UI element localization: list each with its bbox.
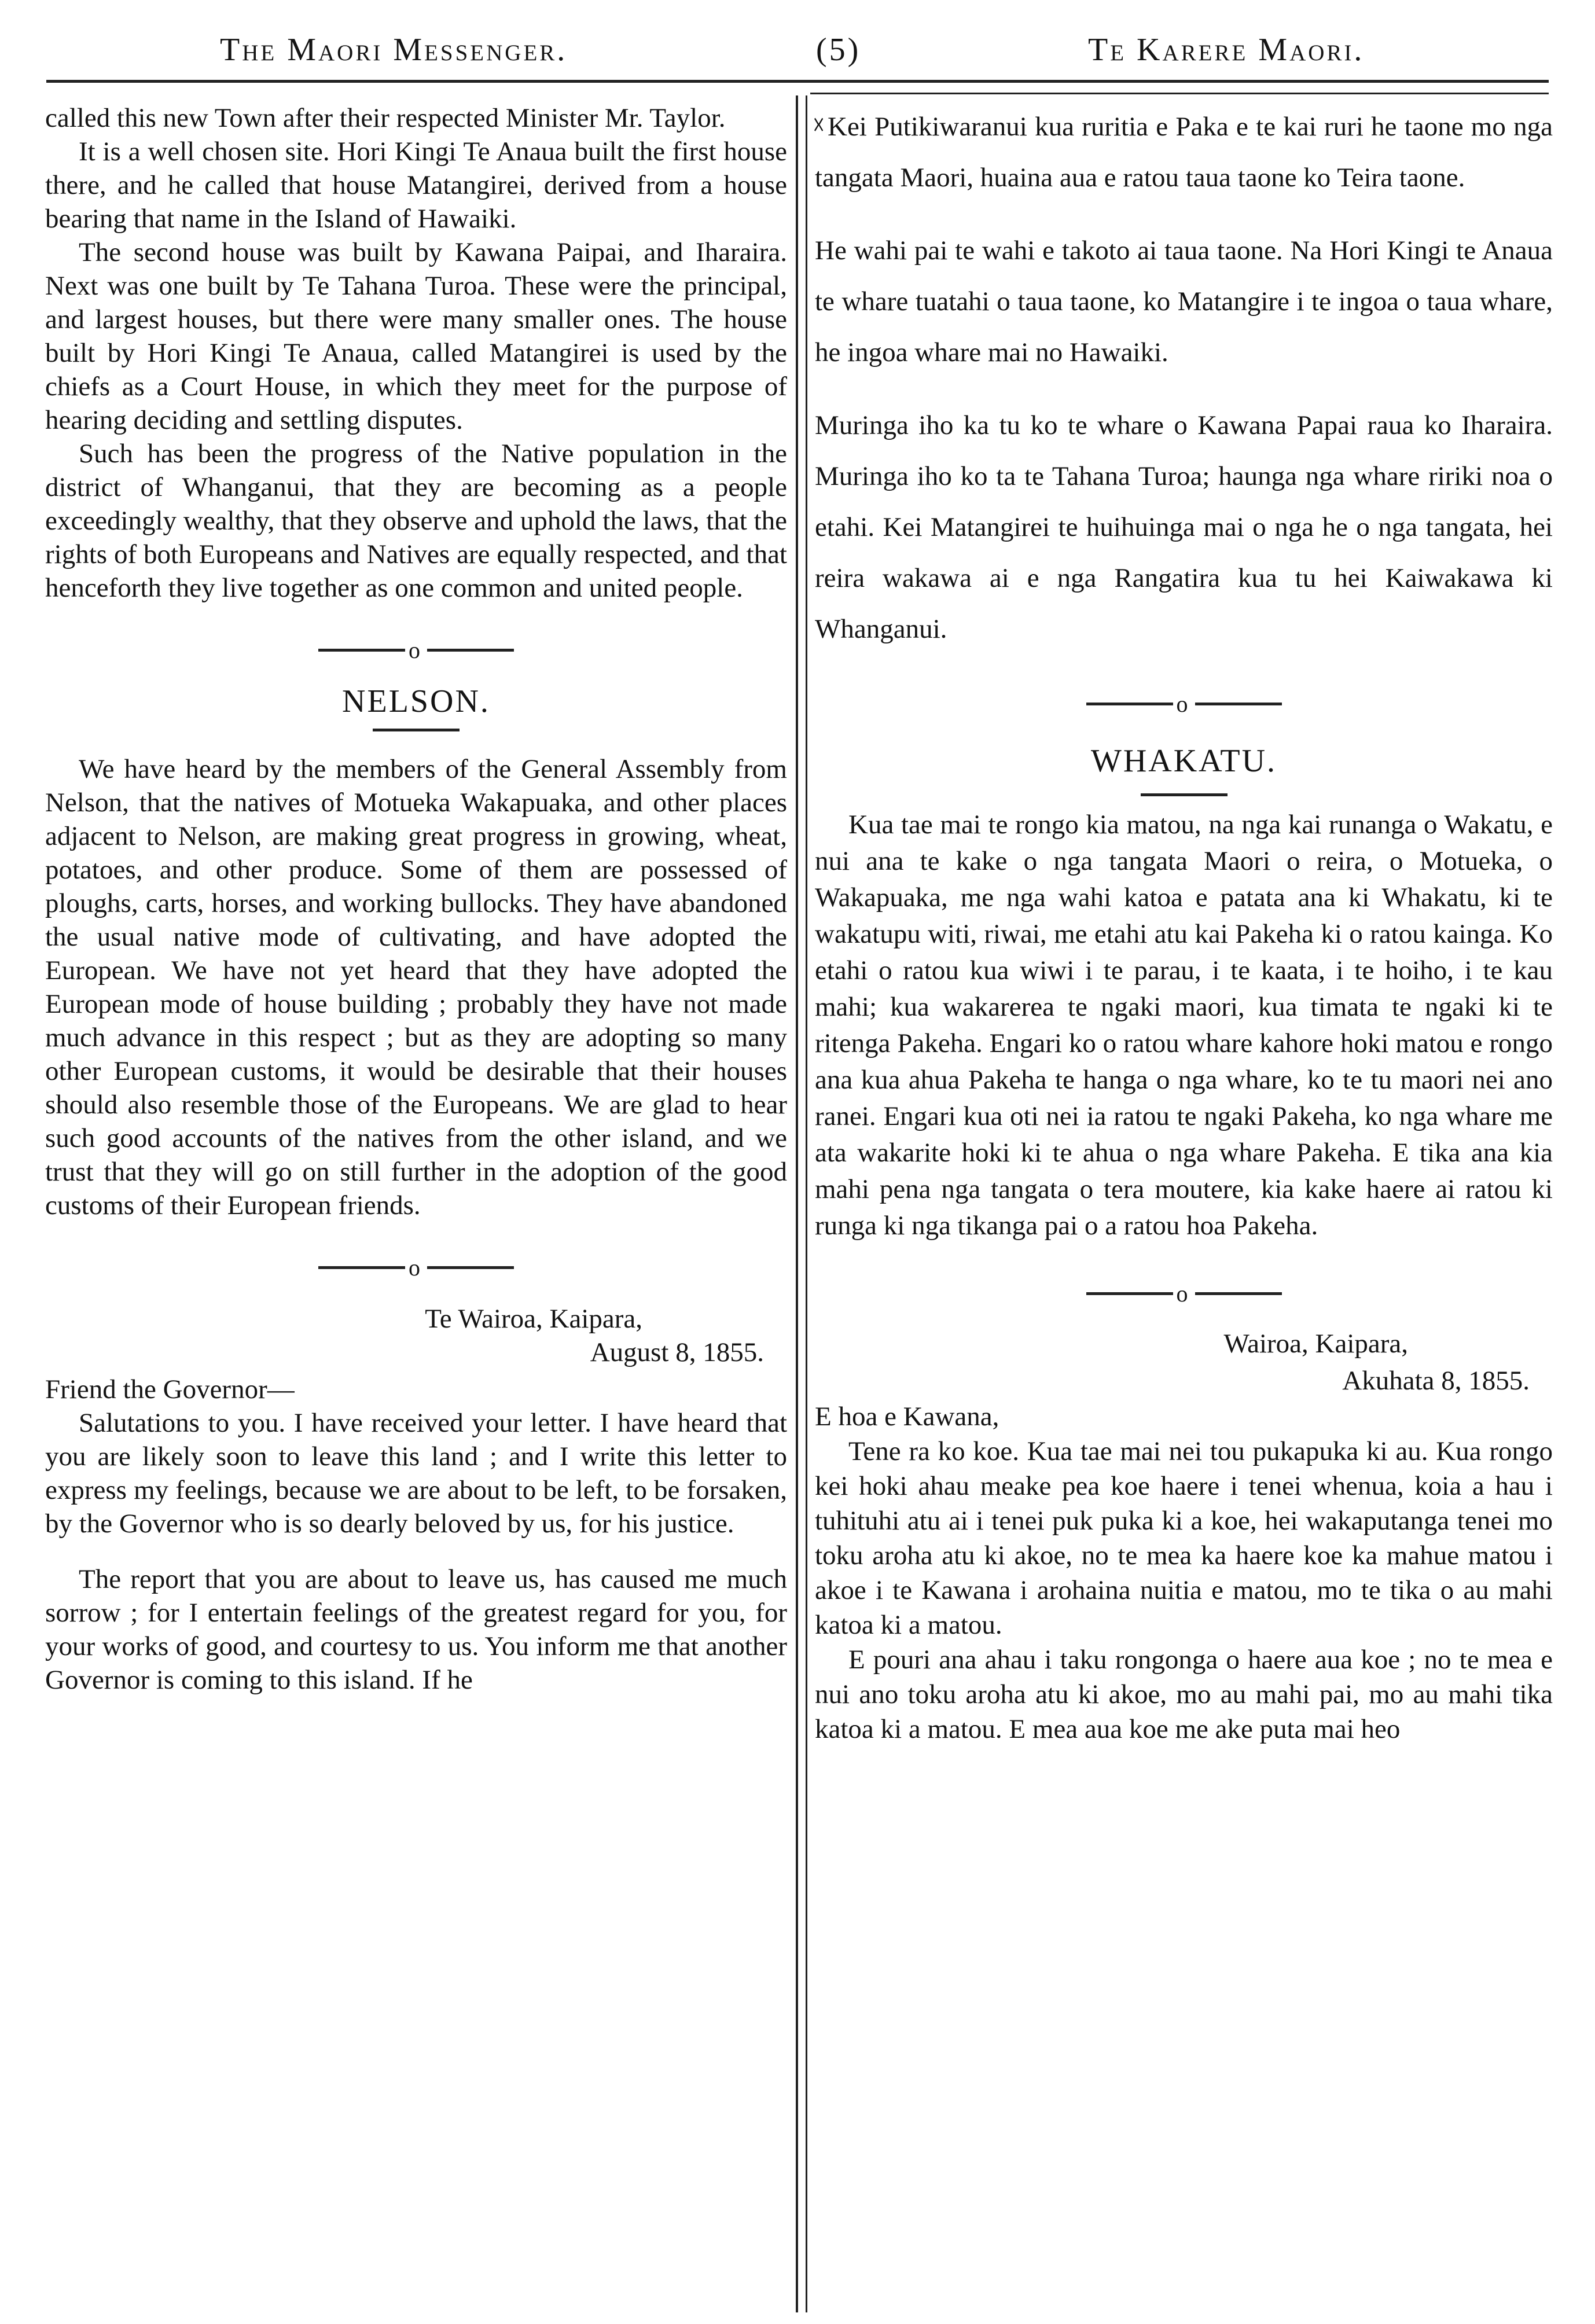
header-rule [46,80,1549,83]
section-separator: o [815,676,1553,730]
english-paragraph-nelson: We have heard by the members of the General Assembly from Nelson, that the natives of Motueka Wakapuaka, and other places adjacent to Nelson, are making great progress in growing, wheat, potatoes, and other produce. Some of them are possessed of ploughs, carts, horses, and working bullocks. They have abandoned the usual native mode of cultivating, and have adopted the European. We have not yet heard that they have adopted the European mode of house building ; probably they have not made much advance in this respect ; but as they are adopting so many other European customs, it would be desirable that their houses should also resemble those of the Europeans. We are glad to hear such good accounts of the natives from the other island, and we trust that they will go on still further in the adoption of the good customs of their European friends. [45,753,787,1220]
maori-paragraph-whakatu: Kua tae mai te rongo kia matou, na nga kai runanga o Wakatu, e nui ana te kake o nga tangata Maori o reira, o Motueka, o Wakapuaka, me nga wahi katoa e patata ana ki Whakatu, ki te wakatupu witi, riwai, me etahi atu kai Pakeha ki o ratou kainga. Ko etahi o ratou kua wiwi i te parau, i te kaata, i te hoiho, i te kau mahi; kua wakarerea te ngaki maori, kua timata te ngaki ki te ritenga Pakeha. Engari ko o ratou whare kahore hoki matou e rongo ana kua ahua Pakeha te hanga o nga whare, ko te tu maori nei ano ranei. Engari kua oti nei ia ratou te ngaki Pakeha, ko nga whare me ata wakarite hoki ki te ahua o nga whare Pakeha. E tika ana kia mahi pena nga tangata o tera moutere, kia kake haere ai ratou ki runga ki nga tikanga pai o a ratou hoa Pakeha. [815,809,1553,1241]
section-separator: o [45,1249,787,1285]
header-title-maori: Te Karere Maori. [1088,32,1365,68]
maori-paragraph-2: He wahi pai te wahi e takoto ai taua taone. Na Hori Kingi te Anaua te whare tuatahi o taua taone, ko Matangire i te ingoa o taua whare, he ingoa whare mai no Hawaiki. [815,236,1553,367]
maori-letter-date: Akuhata 8, 1855. [1342,1365,1530,1396]
maori-column [815,101,1553,1746]
english-paragraph-1: called this new Town after their respected Minister Mr. Taylor. [45,103,726,133]
letter-date: August 8, 1855. [590,1337,764,1367]
maori-letter-place: Wairoa, Kaipara, [1223,1328,1408,1359]
page-number: (5) [816,32,861,68]
maori-letter-place-date [815,1325,1553,1399]
letter-place: Te Wairoa, Kaipara, [425,1303,642,1334]
english-paragraph-4: Such has been the progress of the Native population in the district of Whanganui, that they are becoming as a people exceedingly wealthy, that they observe and uphold the laws, that the rights of both Europeans and Natives are equally respected, and that henceforth they live together as one common and united people. [45,439,787,603]
section-separator: o [45,631,787,667]
english-letter-paragraph-1: Salutations to you. I have received your letter. I have heard that you are likely soon to leave this land ; and I write this letter to express my feelings, because we are about to be left, to be forsaken, by the Governor who is so dearly beloved by us, for his justice. [45,1407,787,1539]
maori-letter-paragraph-2: E pouri ana ahau i taku rongonga o haere aua koe ; no te mea e nui ano toku aroha atu ki akoe, mo au mahi pai, mo au mahi tika katoa ki a matou. E mea aua koe me ake puta mai heo [815,1644,1553,1744]
heading-rule [1141,793,1228,796]
header-title-english: The Maori Messenger. [220,32,568,68]
english-column [45,101,787,1697]
maori-letter-salutation: E hoa e Kawana, [815,1401,999,1432]
english-paragraph-3: The second house was built by Kawana Paipai, and Iharaira. Next was one built by Te Tahana Turoa. These were the principal, and largest houses, but there were many smaller ones. The house built by Hori Kingi Te Anaua, called Matangirei is used by the chiefs as a Court House, in which they meet for the purpose of hearing deciding and settling disputes. [45,237,787,435]
column-divider [796,95,798,2312]
section-heading-whakatu: WHAKATU. [1090,742,1277,779]
maori-letter-paragraph-1: Tene ra ko koe. Kua tae mai nei tou pukapuka ki au. Kua rongo kei hoki ahau meake pea koe haere i tenei whenua, koia a hau i tuhituhi atu ai i tenei puk puka ki a koe, hei wakaputanga tenei mo toku aroha atu ki akoe, no te mea ka haere koe ka mahue matou i akoe i te Kawana i arohaina nuitia e matou, mo te tika o au mahi katoa ki a matou. [815,1436,1553,1640]
letter-place-date [45,1302,787,1369]
column-divider-inner [806,95,807,2312]
cross-mark-icon: ☓ [813,112,825,138]
section-heading-nelson: NELSON. [342,683,490,719]
page-header [46,17,1549,81]
letter-salutation: Friend the Governor— [45,1374,295,1404]
heading-rule [373,729,460,731]
maori-paragraph-1: Kei Putikiwaranui kua ruritia e Paka e te kai ruri he taone mo nga tangata Maori, huaina aua e ratou taua taone ko Teira taone. [815,112,1553,193]
english-letter-paragraph-2: The report that you are about to leave us, has caused me much sorrow ; for I entertain feelings of the greatest regard for you, for your works of good, and courtesy to us. You inform me that another Governor is coming to this island. If he [45,1564,787,1695]
section-separator: o [815,1266,1553,1319]
header-rule-secondary [810,93,1549,94]
maori-paragraph-3: Muringa iho ka tu ko te whare o Kawana Papai raua ko Iharaira. Muringa iho ko ta te Tahana Turoa; haunga nga whare ririki noa o etahi. Kei Matangirei te huihuinga mai o nga he o nga tangata, hei reira wakawa ai e nga Rangatira kua tu hei Kaiwakawa ki Whanganui. [815,410,1553,644]
english-paragraph-2: It is a well chosen site. Hori Kingi Te Anaua built the first house there, and he called that house Matangirei, derived from a house bearing that name in the Island of Hawaiki. [45,137,787,234]
